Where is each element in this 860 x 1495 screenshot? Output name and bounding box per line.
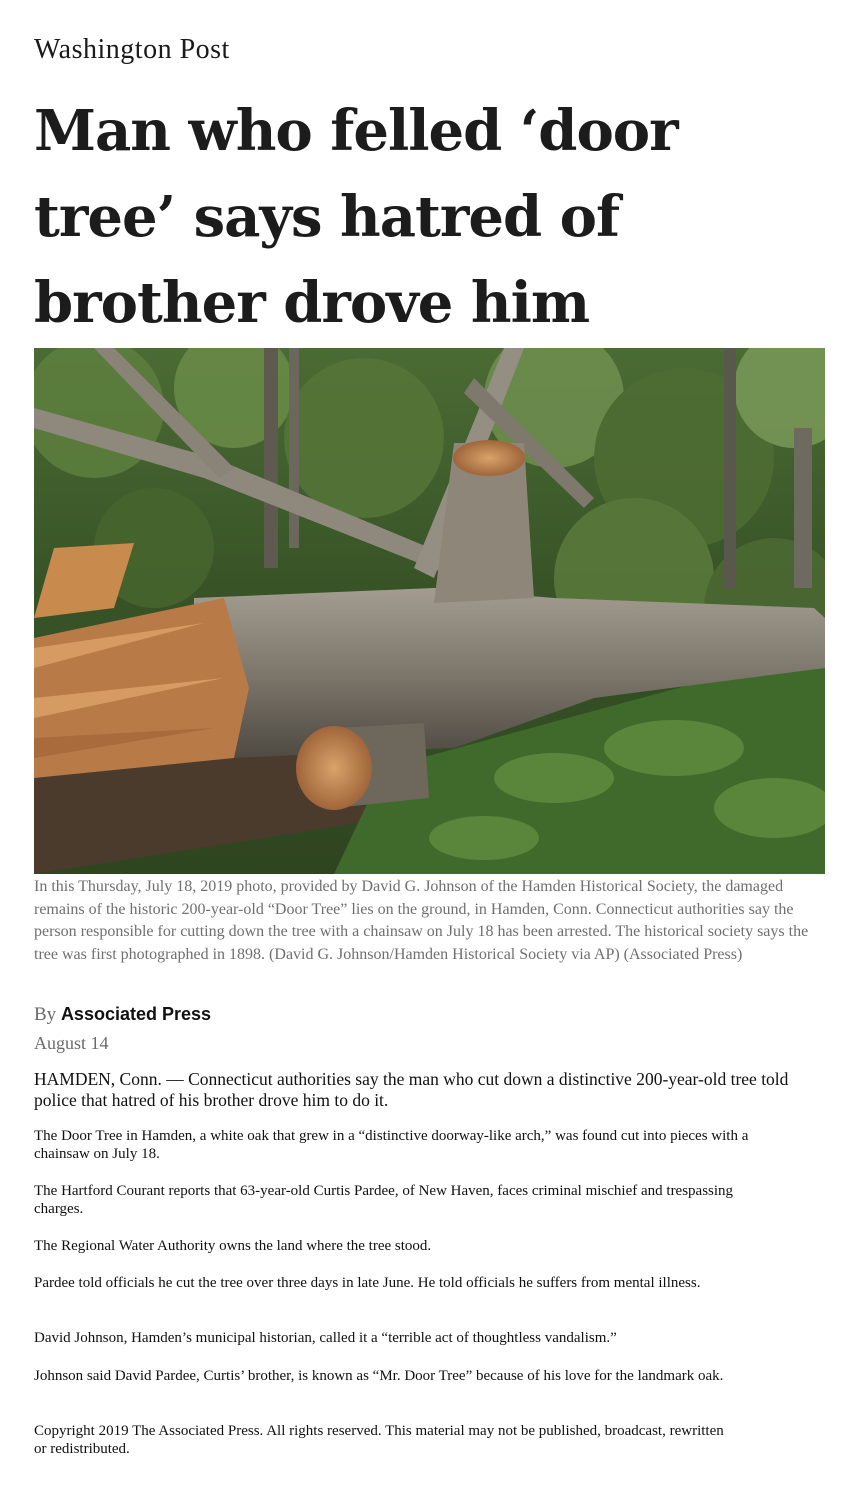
fallen-tree-photo [34, 348, 825, 874]
copyright-notice: Copyright 2019 The Associated Press. All rights reserved. This material may not be published, broadcast, rewritten or redistributed. [34, 1423, 724, 1457]
article-paragraph: Johnson said David Pardee, Curtis’ brother, is known as “Mr. Door Tree” because of his love for the landmark oak. [34, 1368, 724, 1384]
byline [34, 1004, 211, 1026]
article-paragraph: David Johnson, Hamden’s municipal historian, called it a “terrible act of thoughtless vandalism.” [34, 1330, 617, 1346]
publication-name: Washington Post [34, 34, 230, 65]
author-name: Associated Press [60, 1004, 212, 1024]
article-paragraph: Pardee told officials he cut the tree over three days in late June. He told officials he suffers from mental illness. [34, 1275, 701, 1291]
article-paragraph: The Regional Water Authority owns the land where the tree stood. [34, 1238, 432, 1254]
article-lede: HAMDEN, Conn. — Connecticut authorities say the man who cut down a distinctive 200-year-old tree told police that hatred of his brother drove him to do it. [34, 1069, 789, 1110]
photo-caption: In this Thursday, July 18, 2019 photo, provided by David G. Johnson of the Hamden Historical Society, the damaged remains of the historic 200-year-old “Door Tree” lies on the ground, in Hamden, Conn. Connecticut authorities say the person responsible for cutting down the tree with a chainsaw on July 18 has been arrested. The historical society says the tree was first photographed in 1898. (David G. Johnson/Hamden Historical Society via AP) (Associated Press) [34, 878, 809, 963]
article-headline: Man who felled ‘door tree’ says hatred of brother drove him [34, 98, 678, 336]
article-paragraph: The Hartford Courant reports that 63-year-old Curtis Pardee, of New Haven, faces criminal mischief and trespassing charges. [34, 1183, 734, 1217]
article-paragraph: The Door Tree in Hamden, a white oak that grew in a “distinctive doorway-like arch,” was found cut into pieces with a chainsaw on July 18. [34, 1128, 749, 1162]
byline-prefix: By [34, 1004, 57, 1025]
article-photo [34, 348, 825, 874]
publish-date: August 14 [34, 1033, 109, 1053]
